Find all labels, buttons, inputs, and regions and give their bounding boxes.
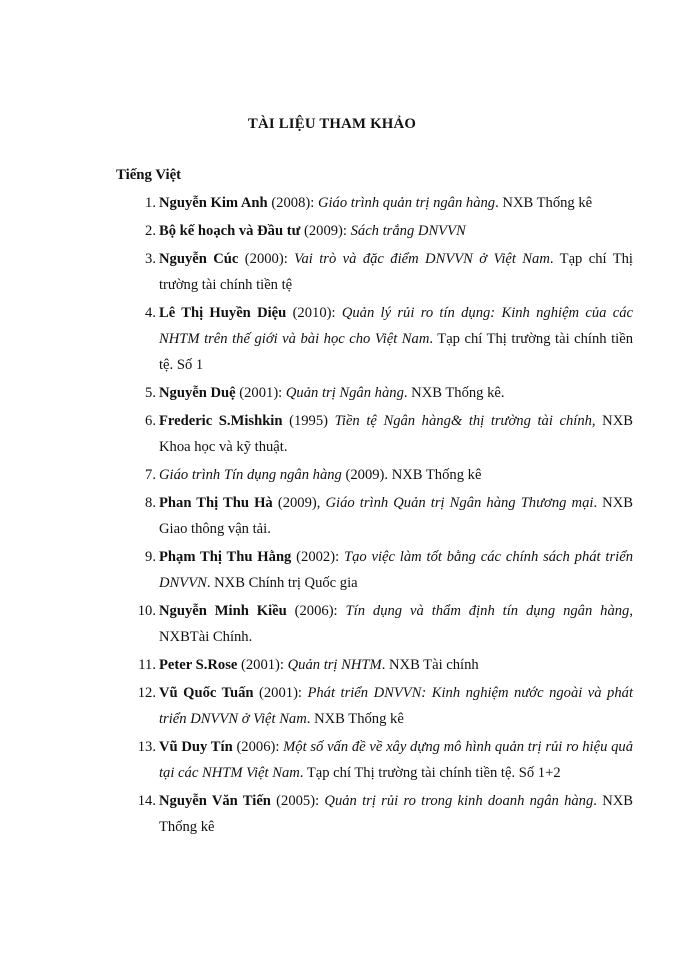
reference-item: [0, 380, 700, 406]
reference-text: [159, 462, 633, 488]
reference-number: 9.: [145, 549, 156, 565]
reference-publisher: . NXB Thống kê: [495, 195, 593, 211]
reference-title: Vai trò và đặc điểm DNVVN ở Việt Nam: [294, 251, 550, 267]
reference-number: 13.: [137, 739, 156, 755]
reference-year: (2001):: [235, 385, 286, 401]
reference-author: Nguyễn Minh Kiều: [159, 603, 287, 619]
reference-author: Lê Thị Huyền Diệu: [159, 305, 287, 321]
reference-title: Sách trắng DNVVN: [350, 223, 466, 239]
reference-author: Nguyễn Duệ: [159, 385, 236, 401]
reference-title: Tiền tệ Ngân hàng& thị trường tài chính: [334, 413, 592, 429]
reference-publisher: . Tạp chí Thị trường tài chính tiền tệ: [159, 251, 633, 293]
reference-item: [0, 544, 700, 596]
reference-text: [159, 380, 633, 406]
reference-publisher: , NXB Khoa học và kỹ thuật.: [159, 413, 633, 455]
reference-item: [0, 462, 700, 488]
reference-item: [0, 190, 700, 216]
reference-text: [159, 408, 633, 460]
reference-number: 8.: [145, 495, 156, 511]
reference-text: [159, 652, 633, 678]
reference-title: Giáo trình quản trị ngân hàng: [317, 195, 496, 211]
reference-year: (2006):: [286, 603, 346, 619]
reference-publisher: . Tạp chí Thị trường tài chính tiền tệ. Số 1: [159, 331, 633, 373]
reference-item: [0, 218, 700, 244]
reference-title: Tín dụng và thẩm định tín dụng ngân hàng: [345, 603, 630, 619]
reference-author: Phạm Thị Thu Hằng: [159, 549, 292, 565]
reference-author: Peter S.Rose: [159, 657, 238, 673]
reference-list: [0, 190, 700, 842]
reference-publisher: (2009). NXB Thống kê: [341, 467, 482, 483]
reference-publisher: . NXB Thống kê.: [403, 385, 505, 401]
reference-item: [0, 652, 700, 678]
reference-publisher: , NXBTài Chính.: [159, 603, 634, 645]
reference-text: [159, 218, 633, 244]
section-heading: Tiếng Việt: [116, 167, 182, 183]
reference-number: 14.: [137, 793, 156, 809]
reference-text: [159, 300, 633, 378]
reference-item: [0, 598, 700, 650]
reference-year: (2002):: [291, 549, 344, 565]
reference-author: Phan Thị Thu Hà: [159, 495, 273, 511]
reference-author: Nguyễn Cúc: [159, 251, 239, 267]
reference-number: 2.: [145, 223, 156, 239]
reference-publisher: . NXB Tài chính: [381, 657, 479, 673]
reference-title: Giáo trình Quản trị Ngân hàng Thương mại: [325, 495, 594, 511]
reference-title: Phát triển DNVVN: Kinh nghiệm nước ngoài và phát triển DNVVN ở Việt Nam: [159, 685, 633, 727]
reference-year: (1995): [282, 413, 335, 429]
reference-author: Frederic S.Mishkin: [159, 413, 283, 429]
reference-item: [0, 490, 700, 542]
reference-number: 5.: [145, 385, 156, 401]
reference-item: [0, 408, 700, 460]
reference-number: 11.: [138, 657, 156, 673]
reference-text: [159, 788, 633, 840]
reference-number: 6.: [145, 413, 156, 429]
reference-number: 3.: [145, 251, 156, 267]
reference-year: (2006):: [232, 739, 284, 755]
reference-year: (2005):: [270, 793, 325, 809]
reference-title: Quản trị NHTM: [287, 657, 382, 673]
reference-item: [0, 246, 700, 298]
page-title: TÀI LIỆU THAM KHẢO: [247, 116, 417, 132]
reference-text: [159, 734, 633, 786]
reference-author: Vũ Quốc Tuấn: [159, 685, 254, 701]
reference-text: [159, 544, 633, 596]
reference-author: Nguyễn Văn Tiến: [159, 793, 271, 809]
reference-publisher: . NXB Giao thông vận tải.: [159, 495, 633, 537]
reference-number: 12.: [137, 685, 156, 701]
reference-text: [159, 598, 633, 650]
reference-year: (2000):: [238, 251, 295, 267]
reference-number: 1.: [145, 195, 156, 211]
reference-publisher: . NXB Chính trị Quốc gia: [206, 575, 358, 591]
reference-item: [0, 788, 700, 840]
reference-year: (2010):: [286, 305, 342, 321]
reference-item: [0, 300, 700, 378]
reference-title: Một số vấn đề về xây dựng mô hình quản trị rủi ro hiệu quả tại các NHTM Việt Nam: [159, 739, 633, 781]
reference-text: [159, 246, 633, 298]
reference-number: 4.: [145, 305, 156, 321]
reference-year: (2001):: [237, 657, 288, 673]
reference-title: Quản trị rủi ro trong kinh doanh ngân hàng: [324, 793, 594, 809]
reference-author: Nguyễn Kim Anh: [159, 195, 268, 211]
reference-text: [159, 490, 633, 542]
reference-item: [0, 680, 700, 732]
reference-publisher: . Tạp chí Thị trường tài chính tiền tệ. Số 1+2: [299, 765, 561, 781]
reference-year: (2001):: [253, 685, 308, 701]
reference-publisher: . NXB Thống kê: [306, 711, 404, 727]
reference-author: Vũ Duy Tín: [159, 739, 233, 755]
reference-title: Giáo trình Tín dụng ngân hàng: [159, 467, 342, 483]
reference-year: (2009),: [272, 495, 326, 511]
reference-publisher: . NXB Thống kê: [159, 793, 634, 835]
reference-number: 10.: [137, 603, 156, 619]
reference-text: [159, 680, 633, 732]
reference-title: Quản trị Ngân hàng: [285, 385, 404, 401]
reference-number: 7.: [145, 467, 156, 483]
reference-year: (2009):: [300, 223, 351, 239]
reference-author: Bộ kế hoạch và Đầu tư: [159, 223, 301, 239]
reference-title: Tạo việc làm tốt bằng các chính sách phát triển DNVVN: [159, 549, 633, 591]
reference-year: (2008):: [267, 195, 318, 211]
reference-title: Quản lý rủi ro tín dụng: Kinh nghiệm của các NHTM trên thế giới và bài học cho Việt Nam: [159, 305, 633, 347]
reference-item: [0, 734, 700, 786]
reference-text: [159, 190, 633, 216]
